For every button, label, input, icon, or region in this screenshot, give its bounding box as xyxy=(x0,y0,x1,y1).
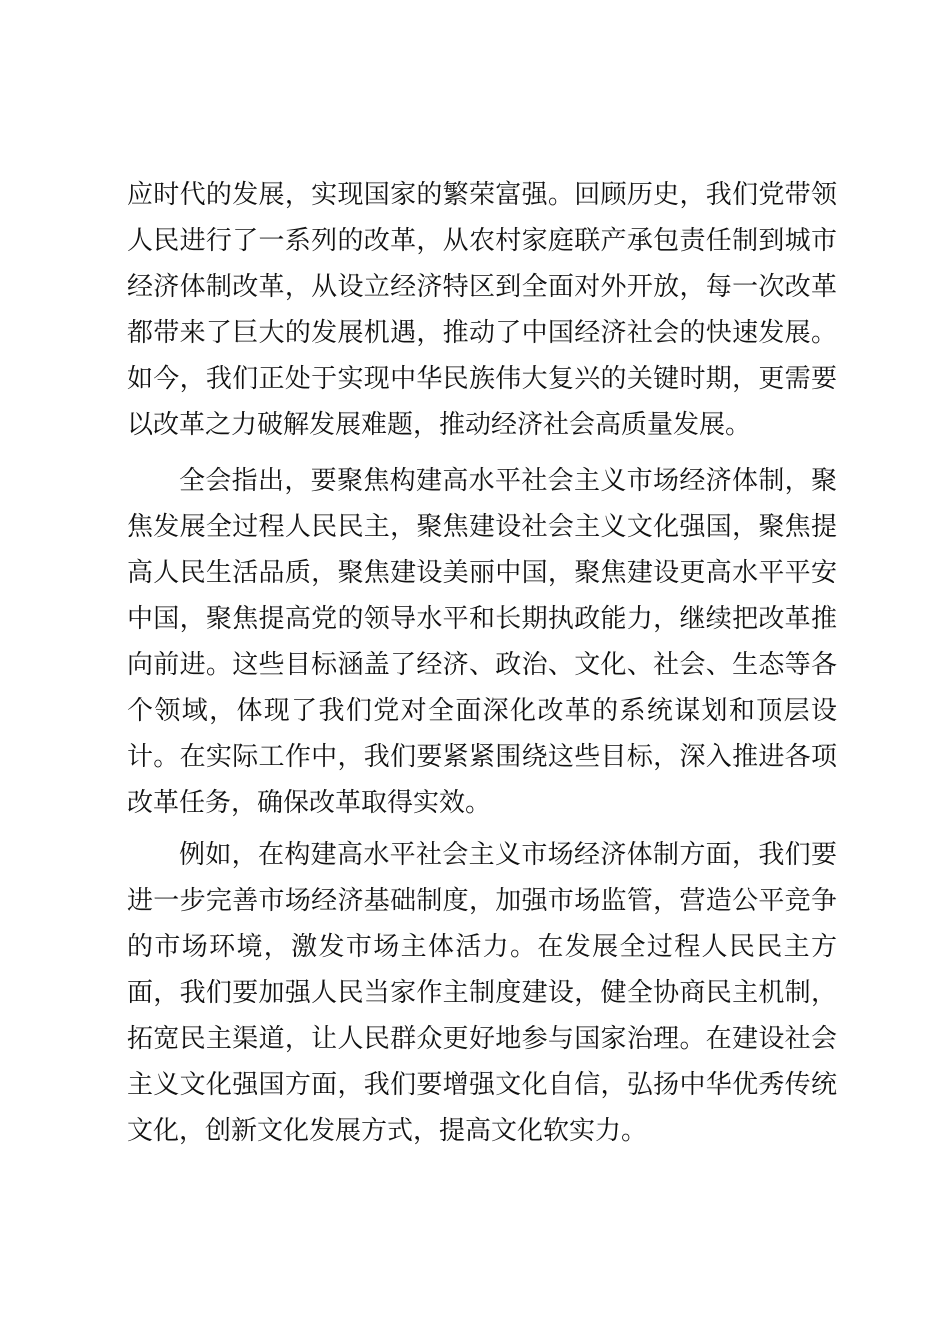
paragraph-line: 全会指出，要聚焦构建高水平社会主义市场经济体制，聚 xyxy=(179,466,837,496)
paragraph-line: 应时代的发展，实现国家的繁荣富强。回顾历史，我们党带领 xyxy=(127,180,837,210)
paragraph-line: 改革任务，确保改革取得实效。 xyxy=(127,788,492,818)
paragraph-line: 都带来了巨大的发展机遇，推动了中国经济社会的快速发展。 xyxy=(127,318,837,348)
paragraph-line: 计。在实际工作中，我们要紧紧围绕这些目标，深入推进各项 xyxy=(127,742,837,772)
paragraph-1 xyxy=(127,172,837,448)
paragraph-line: 例如，在构建高水平社会主义市场经济体制方面，我们要 xyxy=(179,840,837,870)
paragraph-line: 以改革之力破解发展难题，推动经济社会高质量发展。 xyxy=(127,410,752,440)
paragraph-line: 如今，我们正处于实现中华民族伟大复兴的关键时期，更需要 xyxy=(127,364,837,394)
paragraph-line: 高人民生活品质，聚焦建设美丽中国，聚焦建设更高水平平安 xyxy=(127,558,837,588)
paragraph-line: 焦发展全过程人民民主，聚焦建设社会主义文化强国，聚焦提 xyxy=(127,512,837,542)
paragraph-2 xyxy=(127,458,837,826)
paragraph-line: 的市场环境，激发市场主体活力。在发展全过程人民民主方 xyxy=(127,932,837,962)
paragraph-line: 个领域，体现了我们党对全面深化改革的系统谋划和顶层设 xyxy=(127,696,837,726)
paragraph-line: 向前进。这些目标涵盖了经济、政治、文化、社会、生态等各 xyxy=(127,650,837,680)
paragraph-line: 拓宽民主渠道，让人民群众更好地参与国家治理。在建设社会 xyxy=(127,1024,837,1054)
paragraph-line: 文化，创新文化发展方式，提高文化软实力。 xyxy=(127,1116,648,1146)
paragraph-3 xyxy=(127,832,837,1154)
paragraph-line: 中国，聚焦提高党的领导水平和长期执政能力，继续把改革推 xyxy=(127,604,837,634)
paragraph-line: 经济体制改革，从设立经济特区到全面对外开放，每一次改革 xyxy=(127,272,837,302)
paragraph-line: 进一步完善市场经济基础制度，加强市场监管，营造公平竞争 xyxy=(127,886,837,916)
paragraph-line: 人民进行了一系列的改革，从农村家庭联产承包责任制到城市 xyxy=(127,226,837,256)
paragraph-line: 主义文化强国方面，我们要增强文化自信，弘扬中华优秀传统 xyxy=(127,1070,837,1100)
paragraph-line: 面，我们要加强人民当家作主制度建设，健全协商民主机制， xyxy=(127,978,837,1008)
